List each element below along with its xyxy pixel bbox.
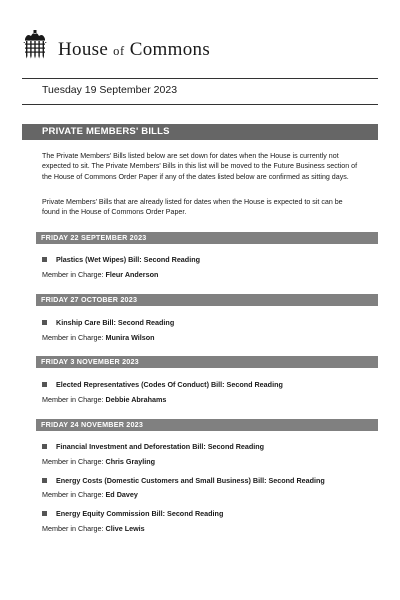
member-in-charge: Member in Charge: Ed Davey (42, 490, 138, 499)
member-name: Chris Grayling (105, 457, 156, 466)
member-name: Debbie Abrahams (105, 395, 167, 404)
member-name: Munira Wilson (105, 333, 155, 342)
bill-title: Kinship Care Bill: Second Reading (42, 318, 174, 327)
bill-title: Energy Costs (Domestic Customers and Small Business) Bill: Second Reading (42, 476, 325, 485)
bill-title: Plastics (Wet Wipes) Bill: Second Reading (42, 255, 200, 264)
intro-paragraph: The Private Members' Bills listed below are set down for dates when the House is currently not expected to sit. The Private Members' Bills in this list will be moved to the Future Business section of the House of Commons Order Paper if any of the dates listed below are confirmed as sitting days. (42, 152, 358, 181)
day-heading: FRIDAY 27 OCTOBER 2023 (36, 294, 378, 306)
day-heading: FRIDAY 24 NOVEMBER 2023 (36, 419, 378, 431)
member-in-charge: Member in Charge: Fleur Anderson (42, 270, 159, 279)
bill-title: Elected Representatives (Codes Of Conduct) Bill: Second Reading (42, 380, 283, 389)
bullet-icon (42, 257, 47, 262)
date-divider (22, 104, 378, 105)
day-heading: FRIDAY 22 SEPTEMBER 2023 (36, 232, 378, 244)
bullet-icon (42, 382, 47, 387)
masthead (22, 30, 382, 64)
day-heading: FRIDAY 3 NOVEMBER 2023 (36, 356, 378, 368)
house-of-commons-title: House of Commons (58, 39, 211, 60)
member-name: Clive Lewis (105, 524, 145, 533)
publication-date: Tuesday 19 September 2023 (42, 84, 178, 96)
member-in-charge: Member in Charge: Chris Grayling (42, 457, 156, 466)
header-divider (22, 78, 378, 79)
bullet-icon (42, 320, 47, 325)
member-in-charge: Member in Charge: Debbie Abrahams (42, 395, 167, 404)
member-name: Fleur Anderson (105, 270, 159, 279)
member-in-charge: Member in Charge: Munira Wilson (42, 333, 155, 342)
bill-title: Energy Equity Commission Bill: Second Reading (42, 509, 223, 518)
bullet-icon (42, 444, 47, 449)
member-in-charge: Member in Charge: Clive Lewis (42, 524, 145, 533)
bill-title: Financial Investment and Deforestation Bill: Second Reading (42, 442, 264, 451)
intro-paragraph: Private Members' Bills that are already listed for dates when the House is expected to sit can be found in the House of Commons Order Paper. (42, 198, 343, 217)
portcullis-logo-icon (22, 30, 48, 62)
bullet-icon (42, 478, 47, 483)
member-name: Ed Davey (105, 490, 138, 499)
bullet-icon (42, 511, 47, 516)
section-heading: PRIVATE MEMBERS' BILLS (22, 124, 378, 140)
